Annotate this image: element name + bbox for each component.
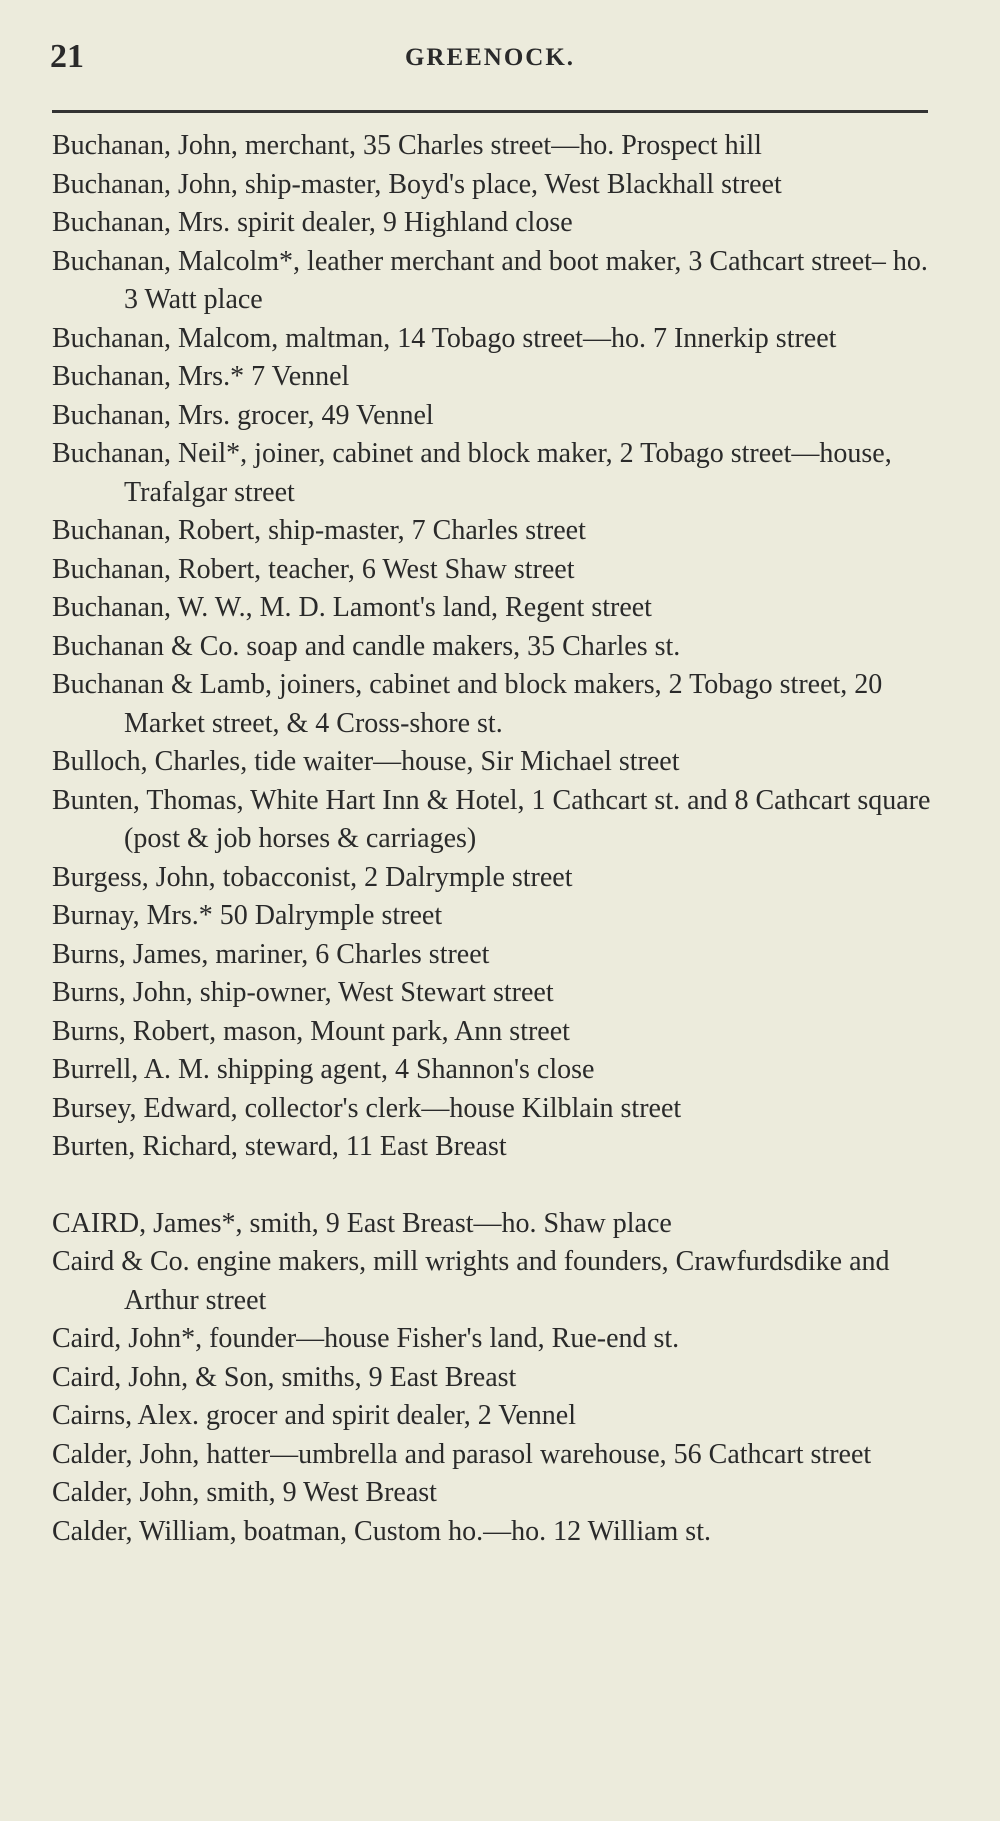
directory-entry: CAIRD, James*, smith, 9 East Breast—ho. Shaw place [52, 1207, 672, 1239]
directory-entries [52, 127, 932, 1551]
directory-entry: Burns, Robert, mason, Mount park, Ann street [52, 1015, 570, 1047]
directory-entry: Buchanan & Lamb, joiners, cabinet and block makers, 2 Tobago street, 20 Market street, & 4 Cross-shore st. [52, 669, 883, 739]
directory-entry: Burnay, Mrs.* 50 Dalrymple street [52, 900, 443, 931]
directory-entry: Calder, John, smith, 9 West Breast [52, 1477, 437, 1508]
directory-entry: Calder, John, hatter—umbrella and parasol warehouse, 56 Cathcart street [52, 1438, 872, 1470]
directory-entry: Buchanan, W. W., M. D. Lamont's land, Regent street [52, 592, 652, 623]
directory-entry: Caird & Co. engine makers, mill wrights and founders, Crawfurdsdike and Arthur street [52, 1246, 890, 1316]
directory-entry: Caird, John, & Son, smiths, 9 East Breast [52, 1361, 517, 1393]
section-gap [52, 1167, 932, 1205]
directory-entry: Buchanan & Co. soap and candle makers, 35 Charles st. [52, 630, 681, 662]
directory-entry: Buchanan, John, ship-master, Boyd's place, West Blackhall street [52, 168, 782, 200]
directory-entry: Burgess, John, tobacconist, 2 Dalrymple street [52, 861, 573, 893]
directory-entry: Buchanan, Robert, teacher, 6 West Shaw street [52, 553, 575, 585]
directory-entry: Cairns, Alex. grocer and spirit dealer, 2 Vennel [52, 1400, 576, 1431]
directory-entry: Burns, John, ship-owner, West Stewart street [52, 977, 554, 1008]
directory-entry: Burrell, A. M. shipping agent, 4 Shannon's close [52, 1054, 595, 1085]
page-header [50, 38, 930, 78]
directory-entry: Caird, John*, founder—house Fisher's land, Rue-end st. [52, 1323, 680, 1354]
directory-entry: Buchanan, Mrs. grocer, 49 Vennel [52, 399, 434, 431]
directory-entry: Buchanan, Neil*, joiner, cabinet and block maker, 2 Tobago street—house, Trafalgar street [52, 438, 892, 508]
directory-entry: Bulloch, Charles, tide waiter—house, Sir Michael street [52, 746, 680, 777]
directory-entry: Buchanan, Malcom, maltman, 14 Tobago street—ho. 7 Innerkip street [52, 322, 837, 354]
directory-entry: Burten, Richard, steward, 11 East Breast [52, 1131, 507, 1162]
running-head: GREENOCK. [404, 44, 576, 71]
directory-entry: Buchanan, Malcolm*, leather merchant and boot maker, 3 Cathcart street– ho. 3 Watt place [52, 245, 928, 315]
directory-entry: Buchanan, John, merchant, 35 Charles street—ho. Prospect hill [52, 130, 762, 161]
directory-entry: Buchanan, Mrs. spirit dealer, 9 Highland close [52, 207, 573, 238]
directory-entry: Buchanan, Mrs.* 7 Vennel [52, 361, 350, 392]
header-rule [52, 110, 928, 113]
page-number: 21 [50, 38, 84, 75]
directory-entry: Bunten, Thomas, White Hart Inn & Hotel, 1 Cathcart st. and 8 Cathcart square (post & job horses & carriages) [52, 784, 931, 854]
directory-entry: Buchanan, Robert, ship-master, 7 Charles street [52, 515, 586, 546]
directory-entry: Bursey, Edward, collector's clerk—house Kilblain street [52, 1092, 682, 1124]
directory-entry: Calder, William, boatman, Custom ho.—ho. 12 William st. [52, 1515, 711, 1547]
directory-entry: Burns, James, mariner, 6 Charles street [52, 938, 490, 970]
